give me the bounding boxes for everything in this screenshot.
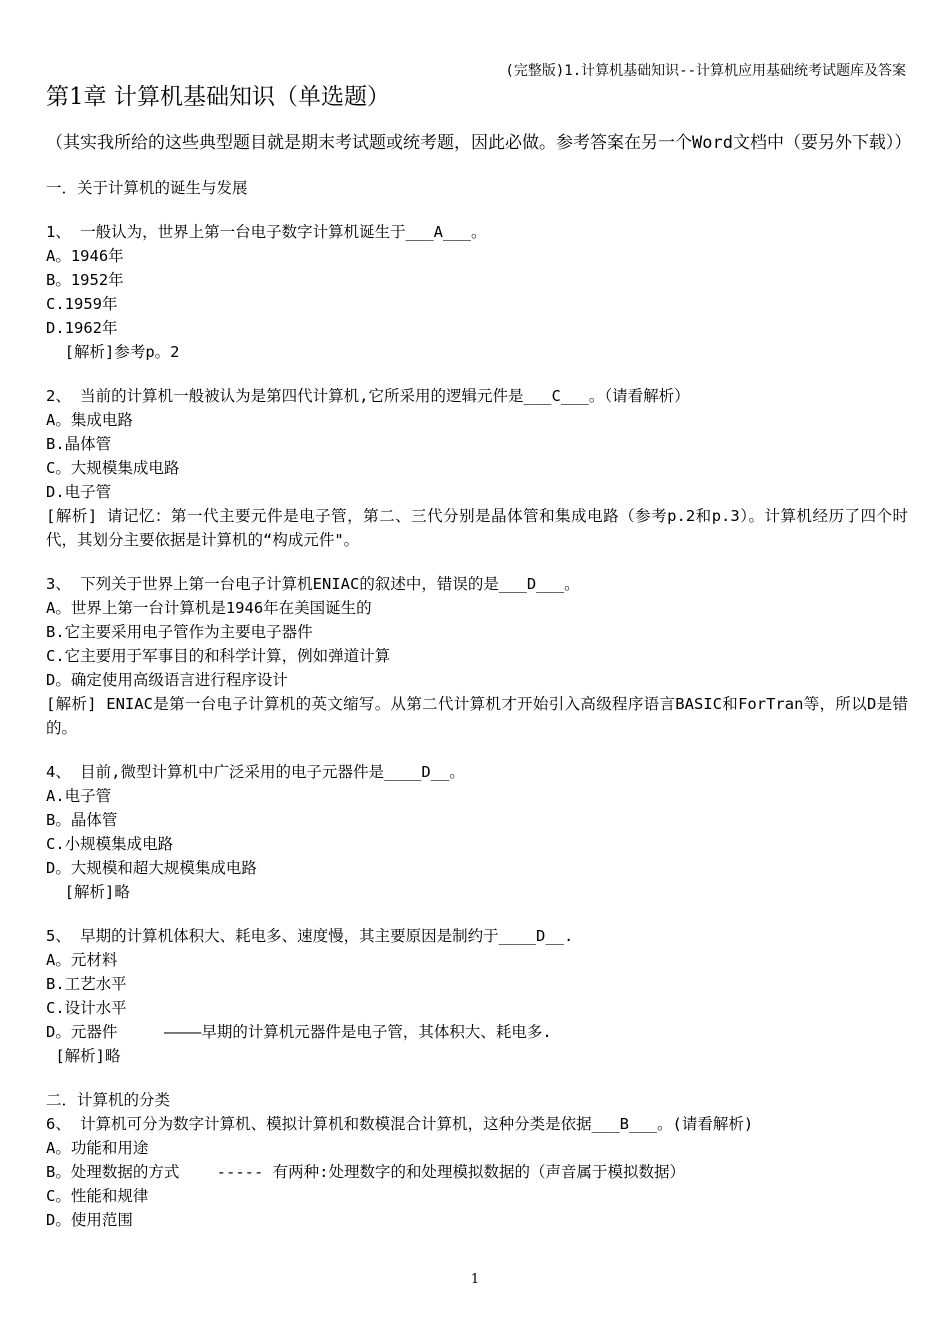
option-b: B。处理数据的方式 ----- 有两种:处理数字的和处理模拟数据的（声音属于模拟数据） [46,1163,685,1181]
option-a: A。功能和用途 [46,1139,149,1157]
question-1 [46,220,908,364]
option-a: A。1946年 [46,247,124,265]
option-c: C。大规模集成电路 [46,459,180,477]
analysis-note: [解析] ENIAC是第一台电子计算机的英文缩写。从第二代计算机才开始引入高级程序语言BASIC和ForTran等，所以D是错的。 [46,695,908,737]
option-d: D。使用范围 [46,1211,133,1229]
question-6 [46,1112,908,1232]
option-d: D。元器件 ————早期的计算机元器件是电子管，其体积大、耗电多. [46,1023,552,1041]
analysis-note: [解析] 请记忆：第一代主要元件是电子管，第二、三代分别是晶体管和集成电路（参考p.2和p.3）。计算机经历了四个时代，其划分主要依据是计算机的“构成元件"。 [46,507,908,549]
question-stem: 2、 当前的计算机一般被认为是第四代计算机,它所采用的逻辑元件是___C___。（请看解析） [46,387,690,405]
option-b: B。1952年 [46,271,124,289]
question-4 [46,760,908,904]
option-d: D。确定使用高级语言进行程序设计 [46,671,288,689]
analysis-note: [解析]参考p。2 [46,343,180,361]
option-c: C。性能和规律 [46,1187,149,1205]
option-a: A。集成电路 [46,411,133,429]
option-c: C.设计水平 [46,999,127,1017]
option-a: A。世界上第一台计算机是1946年在美国诞生的 [46,599,372,617]
option-d: D.电子管 [46,483,112,501]
option-d: D。大规模和超大规模集成电路 [46,859,257,877]
option-c: C.它主要用于军事目的和科学计算，例如弹道计算 [46,647,391,665]
analysis-note: [解析]略 [46,1047,121,1065]
option-c: C.1959年 [46,295,118,313]
question-stem: 5、 早期的计算机体积大、耗电多、速度慢，其主要原因是制约于____D__. [46,927,574,945]
question-3 [46,572,908,740]
intro-paragraph: （其实我所给的这些典型题目就是期末考试题或统考题，因此必做。参考答案在另一个Word文档中（要另外下载）） [46,133,912,153]
chapter-title: 第1章 计算机基础知识（单选题） [46,84,390,110]
option-b: B.它主要采用电子管作为主要电子器件 [46,623,313,641]
option-b: B.工艺水平 [46,975,127,993]
question-stem: 1、 一般认为，世界上第一台电子数字计算机诞生于___A___。 [46,223,487,241]
question-5 [46,924,908,1068]
analysis-note: [解析]略 [46,883,130,901]
option-d: D.1962年 [46,319,118,337]
running-header: (完整版)1.计算机基础知识--计算机应用基础统考试题库及答案 [505,63,906,79]
section-heading-2: 二．计算机的分类 [46,1091,171,1109]
option-b: B.晶体管 [46,435,112,453]
option-a: A。元材料 [46,951,118,969]
question-stem: 6、 计算机可分为数字计算机、模拟计算机和数模混合计算机，这种分类是依据___B___。(请看解析) [46,1115,754,1133]
question-2 [46,384,908,552]
option-b: B。晶体管 [46,811,118,829]
option-c: C.小规模集成电路 [46,835,174,853]
page-number: 1 [470,1272,480,1287]
section-heading-1: 一．关于计算机的诞生与发展 [46,179,248,197]
option-a: A.电子管 [46,787,112,805]
question-stem: 3、 下列关于世界上第一台电子计算机ENIAC的叙述中，错误的是___D___。 [46,575,580,593]
document-body [46,130,912,1232]
question-stem: 4、 目前,微型计算机中广泛采用的电子元器件是____D__。 [46,763,465,781]
